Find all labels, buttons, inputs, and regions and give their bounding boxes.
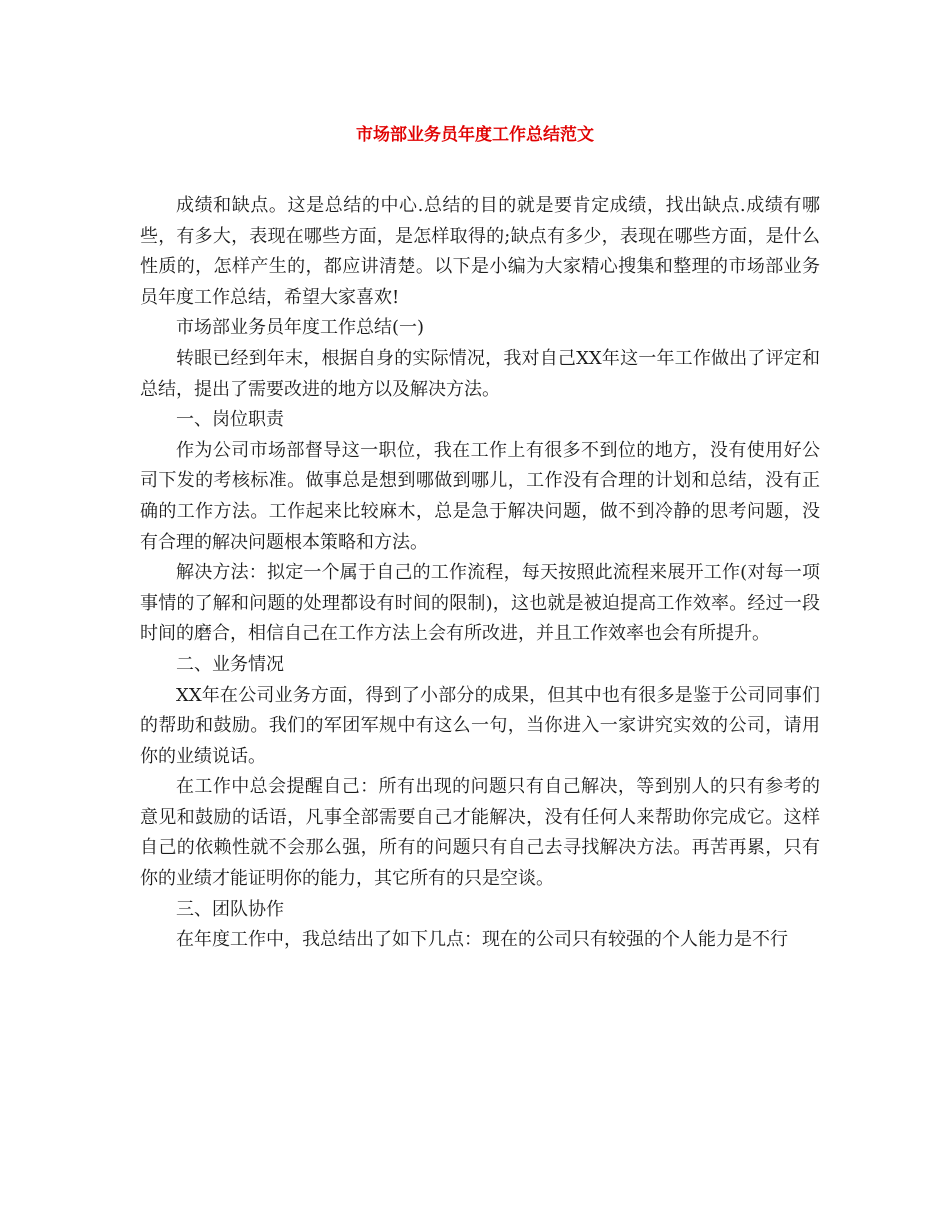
heading-teamwork: 三、团队协作	[176, 898, 284, 920]
heading-summary-one: 市场部业务员年度工作总结(一)	[176, 317, 425, 339]
paragraph-teamwork: 在年度工作中，我总结出了如下几点：现在的公司只有较强的个人能力是不行	[176, 929, 788, 951]
document-title: 市场部业务员年度工作总结范文	[356, 125, 594, 145]
paragraph-year-end: 转眼已经到年末，根据自身的实际情况，我对自己XX年这一年工作做出了评定和总结，提出了需要改进的地方以及解决方法。	[140, 347, 820, 400]
paragraph-solution: 解决方法：拟定一个属于自己的工作流程，每天按照此流程来展开工作(对每一项事情的了解和问题的处理都设有时间的限制)，这也就是被迫提高工作效率。经过一段时间的磨合，相信自己在工作方法上会有所改进，并且工作效率也会有所提升。	[140, 562, 820, 645]
paragraph-intro: 成绩和缺点。这是总结的中心.总结的目的就是要肯定成绩，找出缺点.成绩有哪些，有多大，表现在哪些方面，是怎样取得的;缺点有多少，表现在哪些方面，是什么性质的，怎样产生的，都应讲清楚。以下是小编为大家精心搜集和整理的市场部业务员年度工作总结，希望大家喜欢!	[140, 195, 820, 308]
heading-business: 二、业务情况	[176, 653, 284, 675]
document-body	[140, 191, 820, 956]
heading-job-duties: 一、岗位职责	[176, 409, 284, 431]
paragraph-self-reminder: 在工作中总会提醒自己：所有出现的问题只有自己解决，等到别人的只有参考的意见和鼓励的话语，凡事全部需要自己才能解决，没有任何人来帮助你完成它。这样自己的依赖性就不会那么强，所有的问题只有自己去寻找解决方法。再苦再累，只有你的业绩才能证明你的能力，其它所有的只是空谈。	[140, 776, 820, 890]
paragraph-business: XX年在公司业务方面，得到了小部分的成果，但其中也有很多是鉴于公司同事们的帮助和鼓励。我们的军团军规中有这么一句，当你进入一家讲究实效的公司，请用你的业绩说话。	[140, 684, 820, 767]
paragraph-job-duties: 作为公司市场部督导这一职位，我在工作上有很多不到位的地方，没有使用好公司下发的考核标准。做事总是想到哪做到哪儿，工作没有合理的计划和总结，没有正确的工作方法。工作起来比较麻木，总是急于解决问题，做不到冷静的思考问题，没有合理的解决问题根本策略和方法。	[140, 439, 820, 553]
